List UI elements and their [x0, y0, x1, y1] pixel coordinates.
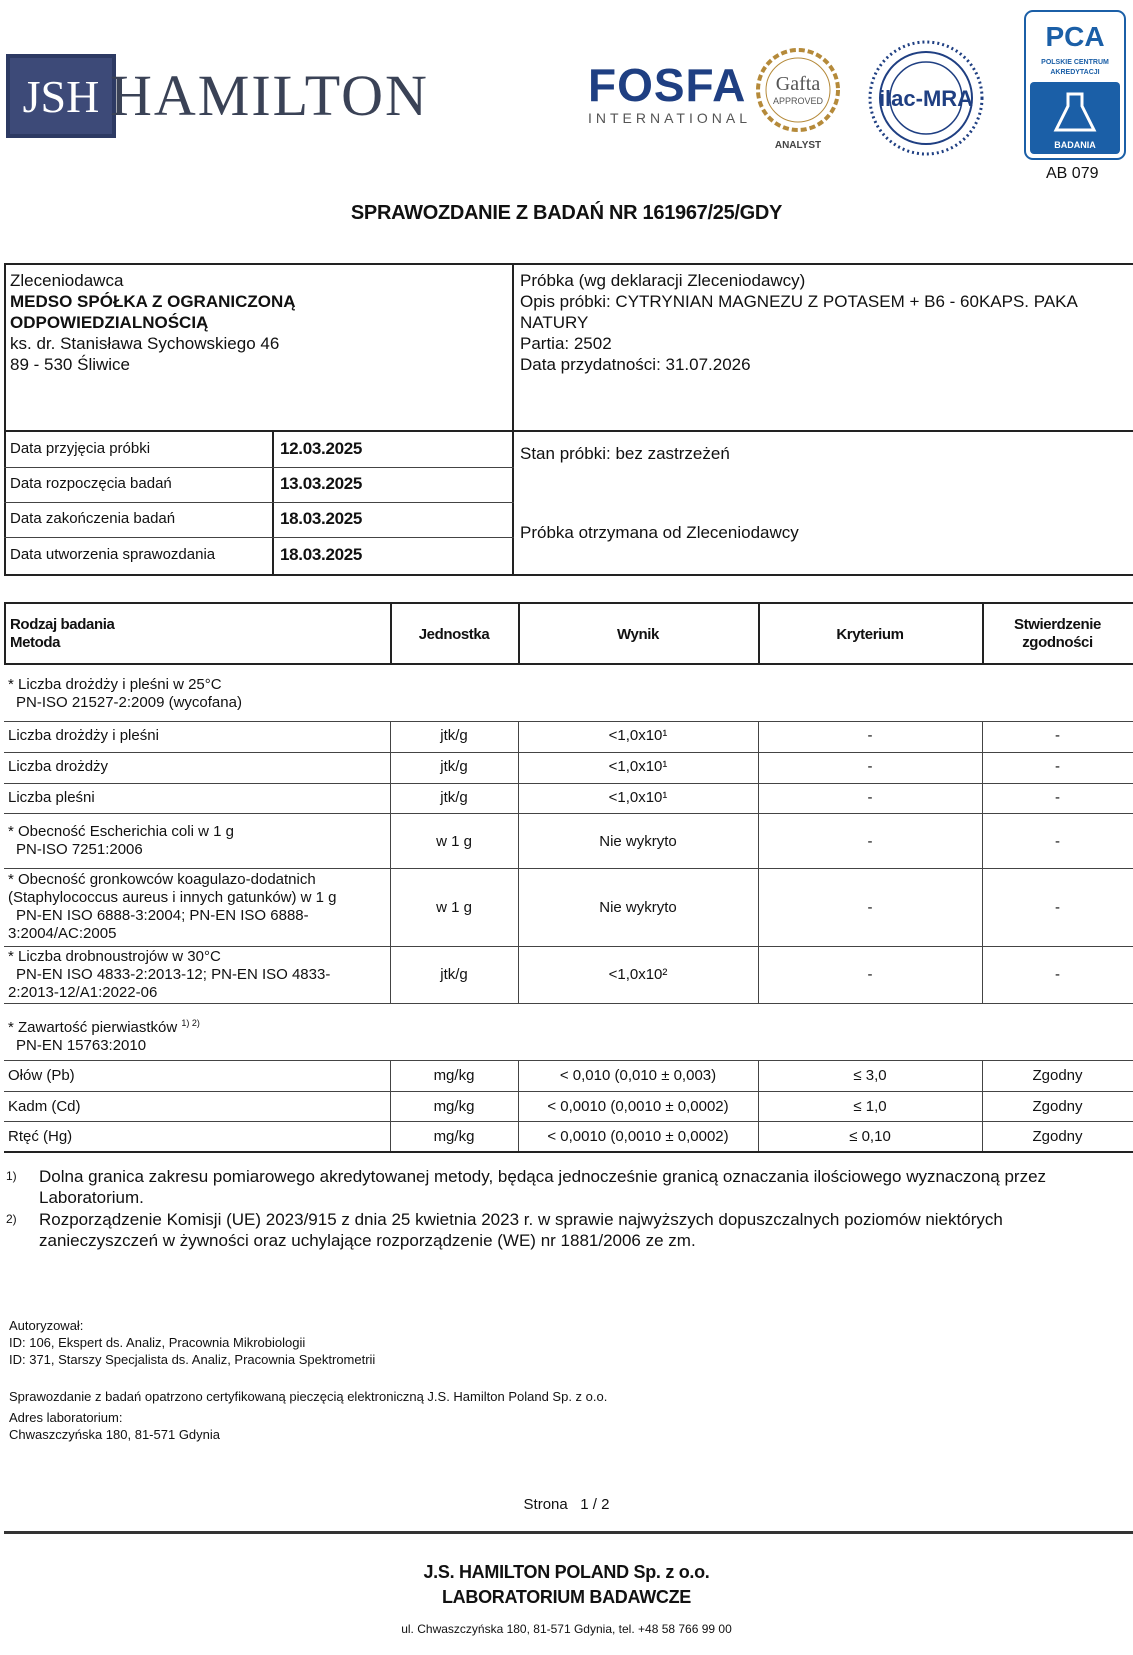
table-row: [0, 1067, 1133, 1089]
lab-address-label: Adres laboratorium:: [9, 1410, 123, 1425]
header-conformity: [982, 616, 1133, 652]
svg-text:AKREDYTACJI: AKREDYTACJI: [1050, 69, 1100, 76]
table-row-staph: [0, 871, 1133, 945]
micro-method-cont: 2:2013-12/A1:2022-06: [8, 984, 158, 1001]
row-name: Liczba drożdży i pleśni: [8, 727, 159, 744]
svg-text:JSH: JSH: [22, 71, 100, 122]
row-name: Liczba pleśni: [8, 789, 95, 806]
row-result: < 0,0010 (0,0010 ± 0,0002): [547, 1128, 729, 1145]
micro-criterion: -: [867, 966, 873, 983]
ecoli-result: Nie wykryto: [599, 833, 677, 850]
row-conformity: -: [1055, 789, 1060, 806]
group-yeast-mould-name: * Liczba drożdży i pleśni w 25°C: [8, 676, 222, 693]
lab-address-block: [9, 1409, 220, 1443]
authorization-line2: ID: 371, Starszy Specjalista ds. Analiz, Pracownia Spektrometrii: [9, 1352, 376, 1367]
row-unit: jtk/g: [440, 758, 468, 775]
staph-unit: w 1 g: [436, 899, 472, 916]
svg-text:ilac-MRA: ilac-MRA: [878, 86, 974, 111]
date-value-start: 13.03.2025: [280, 474, 363, 493]
footer-divider: [4, 1531, 1133, 1534]
group-elements-name: * Zawartość pierwiastków: [8, 1019, 178, 1036]
seal-note: Sprawozdanie z badań opatrzono certyfikowaną pieczęcią elektroniczną J.S. Hamilton Poland Sp. z o.o.: [9, 1389, 608, 1404]
header-conformity-line2: zgodności: [1022, 634, 1093, 651]
footnote-1-line2: Laboratorium.: [39, 1188, 144, 1207]
authorization-label: Autoryzował:: [9, 1318, 84, 1333]
row-unit: jtk/g: [440, 727, 468, 744]
micro-title: * Liczba drobnoustrojów w 30°C: [8, 948, 221, 965]
row-result: < 0,0010 (0,0010 ± 0,0002): [547, 1098, 729, 1115]
date-label-start: Data rozpoczęcia badań: [10, 475, 172, 492]
row-criterion: ≤ 0,10: [849, 1128, 891, 1145]
hamilton-logo-mark: [6, 54, 116, 138]
footnote-1: [6, 1166, 1126, 1208]
svg-text:APPROVED: APPROVED: [772, 96, 824, 106]
staph-criterion: -: [867, 899, 873, 916]
group-elements-method: PN-EN 15763:2010: [16, 1037, 147, 1054]
fosfa-logo-title: FOSFA: [588, 59, 747, 111]
sample-expiry: Data przydatności: 31.07.2026: [520, 355, 751, 374]
row-criterion: -: [867, 758, 873, 775]
date-value-received: 12.03.2025: [280, 439, 363, 458]
micro-result: <1,0x10²: [608, 966, 668, 983]
row-conformity: -: [1055, 758, 1060, 775]
group-elements-footnote-ref: 1) 2): [181, 1018, 200, 1028]
footnote-2-line1: Rozporządzenie Komisji (UE) 2023/915 z dnia 25 kwietnia 2023 r. w sprawie najwyższych dopuszczalnych poziomów niektórych: [39, 1210, 1003, 1229]
row-criterion: -: [867, 789, 873, 806]
staph-method-cont: 3:2004/AC:2005: [8, 925, 117, 942]
ecoli-conformity: -: [1055, 833, 1060, 850]
group-elements-title: [8, 1014, 200, 1055]
ecoli-test-name: [8, 823, 234, 859]
svg-text:POLSKIE CENTRUM: POLSKIE CENTRUM: [1041, 59, 1109, 66]
svg-text:Gafta: Gafta: [775, 73, 821, 95]
client-label: Zleceniodawca: [10, 271, 124, 290]
row-unit: mg/kg: [433, 1098, 475, 1115]
row-result: <1,0x10¹: [608, 789, 668, 806]
ecoli-title: * Obecność Escherichia coli w 1 g: [8, 823, 234, 840]
ecoli-method: PN-ISO 7251:2006: [16, 841, 143, 858]
fosfa-logo-subtitle: INTERNATIONAL: [588, 110, 751, 126]
row-result: < 0,010 (0,010 ± 0,003): [559, 1067, 717, 1084]
table-row: [0, 727, 1133, 749]
row-unit: mg/kg: [433, 1128, 475, 1145]
micro-conformity: -: [1055, 966, 1060, 983]
row-name: Rtęć (Hg): [8, 1128, 73, 1145]
header-method-line2: Metoda: [10, 634, 61, 651]
sample-state: Stan próbki: bez zastrzeżeń: [520, 444, 730, 463]
client-city: 89 - 530 Śliwice: [10, 355, 131, 374]
row-unit: jtk/g: [440, 789, 468, 806]
hamilton-logo-text: HAMILTON: [110, 63, 429, 128]
page-number: Strona 1 / 2: [523, 1496, 610, 1513]
table-row: [0, 1098, 1133, 1120]
ecoli-criterion: -: [867, 833, 873, 850]
footnote-2: [6, 1209, 1126, 1251]
footer-lab: LABORATORIUM BADAWCZE: [441, 1587, 691, 1607]
client-street: ks. dr. Stanisława Sychowskiego 46: [10, 334, 280, 353]
staph-title: * Obecność gronkowców koagulazo-dodatnich: [8, 871, 316, 888]
sample-label: Próbka (wg deklaracji Zleceniodawcy): [520, 271, 806, 290]
ecoli-unit: w 1 g: [436, 833, 472, 850]
table-row: [0, 789, 1133, 811]
row-criterion: -: [867, 727, 873, 744]
table-row-microorganisms: [0, 948, 1133, 1002]
row-name: Liczba drożdży: [8, 758, 109, 775]
ilac-mra-logo: [866, 38, 986, 158]
header-conformity-line1: Stwierdzenie: [1014, 616, 1101, 633]
header-test-type-line1: Rodzaj badania: [10, 616, 115, 633]
sample-description-line1: Opis próbki: CYTRYNIAN MAGNEZU Z POTASEM + B6 - 60KAPS. PAKA: [520, 292, 1078, 311]
date-label-received: Data przyjęcia próbki: [10, 440, 151, 457]
row-result: <1,0x10¹: [608, 758, 668, 775]
client-name-line1: MEDSO SPÓŁKA Z OGRANICZONĄ: [10, 292, 296, 311]
table-row: [0, 1128, 1133, 1150]
client-name-line2: ODPOWIEDZIALNOŚCIĄ: [10, 313, 209, 332]
group-yeast-mould-method: PN-ISO 21527-2:2009 (wycofana): [16, 694, 242, 711]
date-value-report: 18.03.2025: [280, 545, 363, 564]
pca-logo: [1024, 10, 1126, 160]
sample-block: [520, 270, 1078, 375]
row-criterion: ≤ 1,0: [853, 1098, 887, 1115]
staph-conformity: -: [1055, 899, 1060, 916]
gafta-logo: [750, 44, 846, 154]
svg-text:BADANIA: BADANIA: [1054, 140, 1096, 150]
authorization-line1: ID: 106, Ekspert ds. Analiz, Pracownia Mikrobiologii: [9, 1335, 306, 1350]
row-conformity: -: [1055, 727, 1060, 744]
footnote-2-mark: 2): [6, 1212, 17, 1226]
row-conformity: Zgodny: [1032, 1128, 1083, 1145]
row-name: Ołów (Pb): [8, 1067, 75, 1084]
row-conformity: Zgodny: [1032, 1067, 1083, 1084]
authorization-block: [9, 1317, 375, 1368]
table-row-ecoli: [0, 823, 1133, 863]
footnote-2-line2: zanieczyszczeń w żywności oraz uchylające rozporządzenie (WE) nr 1881/2006 ze zm.: [39, 1231, 696, 1250]
fosfa-logo: [588, 59, 751, 126]
footer-address: ul. Chwaszczyńska 180, 81-571 Gdynia, tel. +48 58 766 99 00: [401, 1622, 732, 1636]
client-block: [10, 270, 296, 375]
row-conformity: Zgodny: [1032, 1098, 1083, 1115]
sample-batch: Partia: 2502: [520, 334, 612, 353]
micro-method: PN-EN ISO 4833-2:2013-12; PN-EN ISO 4833-: [16, 966, 331, 983]
row-unit: mg/kg: [433, 1067, 475, 1084]
header-criterion: Kryterium: [836, 626, 904, 643]
header-test-type: [10, 616, 114, 652]
footnote-1-line1: Dolna granica zakresu pomiarowego akredytowanej metody, będąca jednocześnie granicą oznaczania ilościowego wyznaczoną przez: [39, 1167, 1047, 1186]
staph-test-name: [8, 871, 386, 943]
header-unit: Jednostka: [418, 626, 490, 643]
report-title: SPRAWOZDANIE Z BADAŃ NR 161967/25/GDY: [350, 202, 783, 224]
lab-address-value: Chwaszczyńska 180, 81-571 Gdynia: [9, 1427, 221, 1442]
micro-unit: jtk/g: [440, 966, 468, 983]
row-result: <1,0x10¹: [608, 727, 668, 744]
svg-text:PCA: PCA: [1045, 21, 1105, 52]
group-yeast-mould-title: [8, 676, 242, 712]
sample-received-from: Próbka otrzymana od Zleceniodawcy: [520, 523, 799, 542]
accreditation-number: AB 079: [1046, 165, 1099, 182]
row-name: Kadm (Cd): [8, 1098, 81, 1115]
staph-method: PN-EN ISO 6888-3:2004; PN-EN ISO 6888-: [16, 907, 309, 924]
staph-species: (Staphylococcus aureus i innych gatunków) w 1 g: [8, 889, 337, 906]
header-result: Wynik: [617, 626, 659, 643]
date-label-end: Data zakończenia badań: [10, 510, 176, 527]
sample-description-line2: NATURY: [520, 313, 589, 332]
micro-test-name: [8, 948, 330, 1002]
svg-text:ANALYST: ANALYST: [774, 140, 822, 151]
row-criterion: ≤ 3,0: [853, 1067, 887, 1084]
footer-company: J.S. HAMILTON POLAND Sp. z o.o.: [423, 1562, 710, 1582]
table-row: [0, 758, 1133, 780]
staph-result: Nie wykryto: [599, 899, 677, 916]
footnote-1-mark: 1): [6, 1169, 17, 1183]
date-label-report: Data utworzenia sprawozdania: [10, 546, 216, 563]
date-value-end: 18.03.2025: [280, 509, 363, 528]
